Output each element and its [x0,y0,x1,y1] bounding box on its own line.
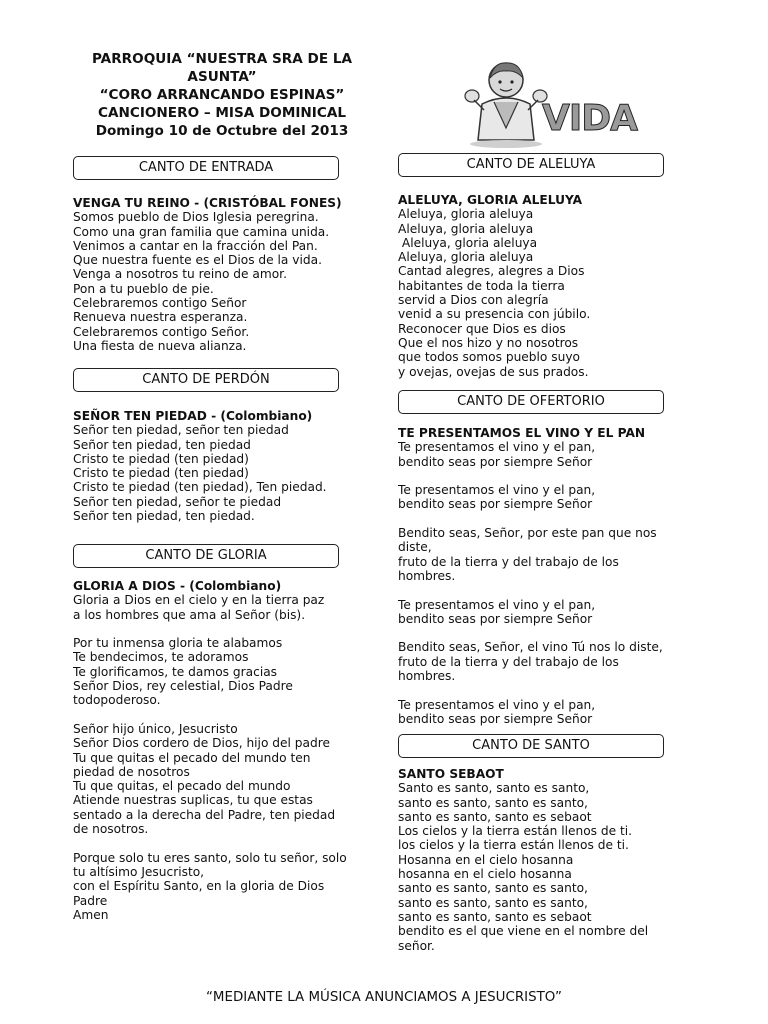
lyric-line: piedad de nosotros [73,764,190,779]
lyric-line: Venga a nosotros tu reino de amor. [73,267,287,282]
lyric-line: con el Espíritu Santo, en la gloria de Dios [73,879,325,894]
lyric-line: fruto de la tierra y del trabajo de los [398,654,619,669]
lyric-line: habitantes de toda la tierra [398,278,565,293]
song-title: VENGA TU REINO - (CRISTÓBAL FONES) [73,196,342,210]
section-box-aleluya: CANTO DE ALELUYA [398,153,664,177]
song-title: SEÑOR TEN PIEDAD - (Colombiano) [73,409,313,423]
lyric-line: Por tu inmensa gloria te alabamos [73,636,283,651]
vida-logo [460,58,637,150]
lyric-line: santo es santo, santo es sebaot [398,909,592,924]
lyric-line: Señor Dios cordero de Dios, hijo del padre [73,736,330,751]
lyric-line: Señor ten piedad, señor te piedad [73,494,282,509]
section-box-ofertorio: CANTO DE OFERTORIO [398,390,664,414]
lyric-line: Te presentamos el vino y el pan, [398,697,596,712]
lyric-line: Te presentamos el vino y el pan, [398,440,596,455]
lyric-line: Bendito seas, Señor, por este pan que nos [398,526,657,541]
lyric-line: santo es santo, santo es santo, [398,795,588,810]
song-santo [398,767,698,953]
lyric-line: bendito seas por siempre Señor [398,454,593,469]
footer-motto: “MEDIANTE LA MÚSICA ANUNCIAMOS A JESUCRISTO” [206,990,562,1005]
lyric-line: bendito seas por siempre Señor [398,711,593,726]
song-gloria [73,579,373,922]
lyric-line: santo es santo, santo es santo, [398,881,588,896]
song-aleluya [398,193,698,379]
header-line: “CORO ARRANCANDO ESPINAS” [99,87,345,103]
section-box-santo: CANTO DE SANTO [398,734,664,758]
lyric-line: Amen [73,907,109,922]
song-entrada [73,196,373,353]
lyric-line: hosanna en el cielo hosanna [398,867,572,882]
lyric-line: sentado a la derecha del Padre, ten piedad [73,807,336,822]
lyric-line: Señor Dios, rey celestial, Dios Padre [73,679,293,694]
header-line: PARROQUIA “NUESTRA SRA DE LA [91,51,353,67]
lyric-line: Bendito seas, Señor, el vino Tú nos lo diste, [398,640,663,655]
lyric-line: Te glorificamos, te damos gracias [73,664,278,679]
lyric-line: todopoderoso. [73,693,161,708]
lyric-line: servid a Dios con alegría [398,293,549,308]
lyric-line [398,469,698,483]
lyric-line [398,683,698,697]
lyric-line: Aleluya, gloria aleluya [398,250,534,265]
lyric-line: Reconocer que Dios es dios [398,321,566,336]
lyric-line: Señor ten piedad, ten piedad. [73,509,255,524]
lyric-line: Celebraremos contigo Señor [73,296,247,311]
song-title: GLORIA A DIOS - (Colombiano) [73,579,282,593]
lyric-line: Celebraremos contigo Señor. [73,324,250,339]
header-line: Domingo 10 de Octubre del 2013 [95,123,349,139]
lyric-line [398,626,698,640]
lyric-line: Te presentamos el vino y el pan, [398,483,596,498]
lyric-line: Gloria a Dios en el cielo y en la tierra paz [73,593,325,608]
lyric-line: venid a su presencia con júbilo. [398,307,591,322]
lyric-line: Hosanna en el cielo hosanna [398,852,574,867]
lyric-line: Aleluya, gloria aleluya [398,221,534,236]
lyric-line: Como una gran familia que camina unida. [73,224,330,239]
lyric-line: Santo es santo, santo es santo, [398,781,590,796]
lyric-line: Que el nos hizo y no nosotros [398,335,579,350]
lyric-line: y ovejas, ovejas de sus prados. [398,364,589,379]
lyric-line: Tu que quitas, el pecado del mundo [73,779,291,794]
lyric-line: hombres. [398,568,456,583]
lyric-line: santo es santo, santo es santo, [398,895,588,910]
header-line: CANCIONERO – MISA DOMINICAL [97,105,347,121]
lyric-line [73,622,373,636]
lyric-line: bendito seas por siempre Señor [398,497,593,512]
lyric-line: Cristo te piedad (ten piedad), Ten piedad. [73,480,327,495]
logo-text: VIDA [542,98,637,139]
song-perdon [73,409,373,523]
section-box-gloria: CANTO DE GLORIA [73,544,339,568]
lyric-line: a los hombres que ama al Señor (bis). [73,607,306,622]
header-line: ASUNTA” [187,69,257,85]
lyric-line: hombres. [398,669,456,684]
lyric-line: Una fiesta de nueva alianza. [73,338,247,353]
lyric-line: Señor ten piedad, ten piedad [73,437,251,452]
lyric-line: que todos somos pueblo suyo [398,350,580,365]
lyric-line [73,836,373,850]
song-ofertorio [398,426,698,726]
lyric-line: los cielos y la tierra están llenos de ti. [398,838,629,853]
lyric-line: Aleluya, gloria aleluya [398,235,538,250]
song-title: SANTO SEBAOT [398,767,504,781]
lyric-line: Pon a tu pueblo de pie. [73,281,214,296]
lyric-line [73,708,373,722]
lyric-line: tu altísimo Jesucristo, [73,864,205,879]
lyric-line: Cristo te piedad (ten piedad) [73,451,249,466]
lyric-line: Te bendecimos, te adoramos [73,650,249,665]
lyric-line: Te presentamos el vino y el pan, [398,597,596,612]
section-box-perdon: CANTO DE PERDÓN [73,368,339,392]
lyric-line [398,583,698,597]
lyric-line: bendito es el que viene en el nombre del [398,924,649,939]
document-header [73,50,371,140]
lyric-line: Cristo te piedad (ten piedad) [73,466,249,481]
lyric-line [398,512,698,526]
lyric-line: Padre [73,893,108,908]
lyric-line: Señor ten piedad, señor ten piedad [73,423,289,438]
lyric-line: Venimos a cantar en la fracción del Pan. [73,238,318,253]
lyric-line: santo es santo, santo es sebaot [398,809,592,824]
song-title: ALELUYA, GLORIA ALELUYA [398,193,583,207]
lyric-line: Porque solo tu eres santo, solo tu señor, solo [73,850,347,865]
lyric-line: diste, [398,540,432,555]
lyric-line: Los cielos y la tierra están llenos de ti. [398,824,633,839]
lyric-line: Señor hijo único, Jesucristo [73,721,238,736]
lyric-line: de nosotros. [73,822,149,837]
lyric-line: Somos pueblo de Dios Iglesia peregrina. [73,210,319,225]
lyric-line: Tu que quitas el pecado del mundo ten [73,750,311,765]
lyric-line: bendito seas por siempre Señor [398,611,593,626]
song-title: TE PRESENTAMOS EL VINO Y EL PAN [398,426,646,440]
section-box-entrada: CANTO DE ENTRADA [73,156,339,180]
lyric-line: Cantad alegres, alegres a Dios [398,264,585,279]
lyric-line: fruto de la tierra y del trabajo de los [398,554,619,569]
lyric-line: Renueva nuestra esperanza. [73,310,248,325]
lyric-line: Aleluya, gloria aleluya [398,207,534,222]
lyric-line: Atiende nuestras suplicas, tu que estas [73,793,313,808]
lyric-line: señor. [398,938,435,953]
lyric-line: Que nuestra fuente es el Dios de la vida. [73,253,322,268]
